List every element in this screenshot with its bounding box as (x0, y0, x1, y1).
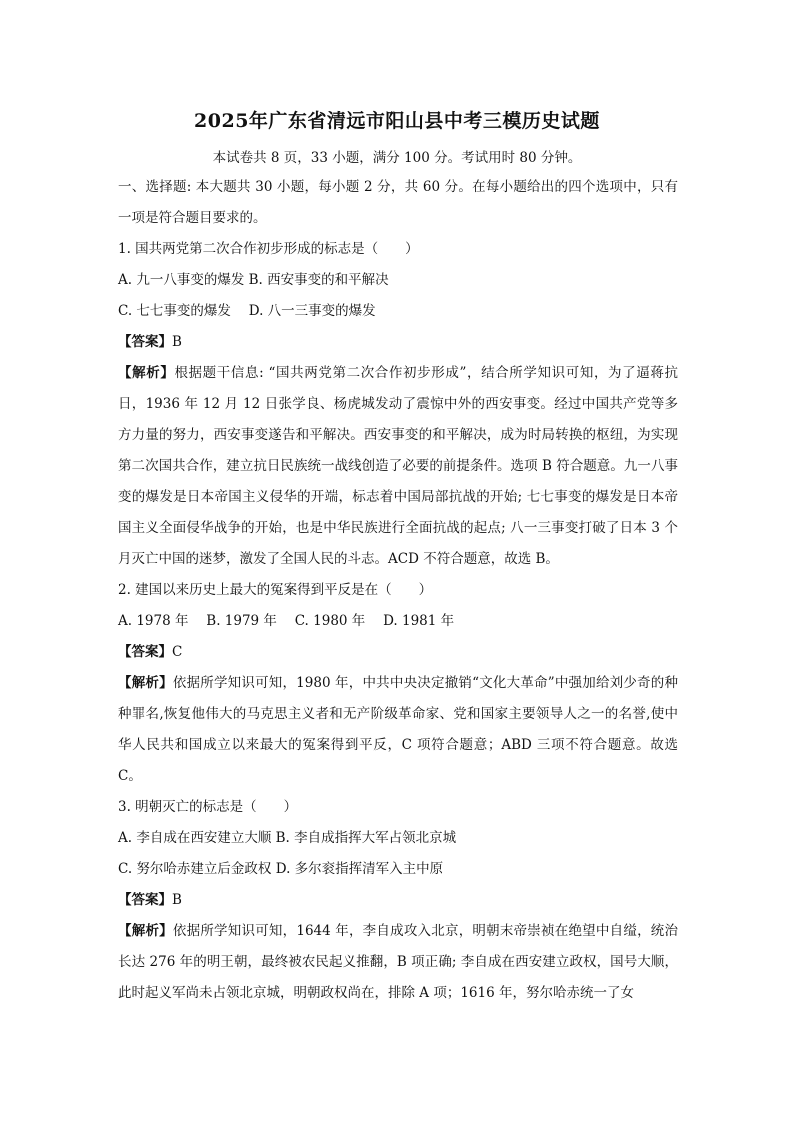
analysis-label: 【解析】 (118, 675, 173, 691)
answer-value: B (172, 334, 182, 350)
question-3-options-a-b: A. 李自成在西安建立大顺 B. 李自成指挥大军占领北京城 (118, 830, 457, 846)
question-1-answer (118, 327, 678, 358)
question-2-stem: 2. 建国以来历史上最大的冤案得到平反是在（ ） (118, 582, 433, 598)
question-1-options-a-b: A. 九一八事变的爆发 B. 西安事变的和平解决 (118, 272, 389, 288)
analysis-label: 【解析】 (118, 923, 173, 939)
document-title: 2025年广东省清远市阳山县中考三模历史试题 (194, 110, 600, 132)
answer-value: B (172, 892, 182, 908)
question-1-stem: 1. 国共两党第二次合作初步形成的标志是（ ） (118, 241, 419, 257)
answer-label: 【答案】 (118, 644, 172, 660)
question-1-analysis (118, 358, 678, 575)
question-3-options-c-d: C. 努尔哈赤建立后金政权 D. 多尔衮指挥清军入主中原 (118, 861, 444, 877)
question-2-analysis (118, 668, 678, 792)
question-2-answer (118, 637, 678, 668)
exam-info: 本试卷共 8 页，33 小题，满分 100 分。考试用时 80 分钟。 (212, 150, 582, 166)
answer-value: C (172, 644, 183, 660)
analysis-label: 【解析】 (118, 365, 175, 381)
answer-label: 【答案】 (118, 892, 172, 908)
analysis-text: 根据题干信息: “国共两党第二次合作初步形成”，结合所学知识可知，为了逼蒋抗日，1936 年 12 月 12 日张学良、杨虎城发动了震惊中外的西安事变。经过中国共产党等多方力量的努力，西安事变遂告和平解决。西安事变的和平解决，成为时局转换的枢纽，为实现第二次国共合作，建立抗日民族统一战线创造了必要的前提条件。选项 B 符合题意。九一八事变的爆发是日本帝国主义侵华的开端，标志着中国局部抗战的开始; 七七事变的爆发是日本帝国主义全面侵华战争的开始，也是中华民族进行全面抗战的起点; 八一三事变打破了日本 3 个月灭亡中国的迷梦，激发了全国人民的斗志。ACD 不符合题意，故选 B。 (118, 365, 678, 567)
question-3-stem: 3. 明朝灭亡的标志是（ ） (118, 799, 298, 815)
analysis-text: 依据所学知识可知，1980 年，中共中央决定撤销“文化大革命”中强加给刘少奇的种种罪名,恢复他伟大的马克思主义者和无产阶级革命家、党和国家主要领导人之一的名誉,使中华人民共和国成立以来最大的冤案得到平反，C 项符合题意；ABD 三项不符合题意。故选 C。 (118, 675, 678, 784)
section-intro: 一、选择题: 本大题共 30 小题，每小题 2 分，共 60 分。在每小题给出的四个选项中，只有一项是符合题目要求的。 (118, 179, 678, 226)
question-2-options: A. 1978 年 B. 1979 年 C. 1980 年 D. 1981 年 (118, 613, 455, 629)
question-3-analysis (118, 916, 678, 1009)
answer-label: 【答案】 (118, 334, 172, 350)
analysis-text: 依据所学知识可知，1644 年，李自成攻入北京，明朝末帝崇祯在绝望中自缢，统治长达 276 年的明王朝，最终被农民起义推翻，B 项正确; 李自成在西安建立政权，国号大顺，此时起义军尚未占领北京城，明朝政权尚在，排除 A 项；1616 年，努尔哈赤统一了女 (118, 923, 679, 1001)
question-3-answer (118, 885, 678, 916)
question-1-options-c-d: C. 七七事变的爆发 D. 八一三事变的爆发 (118, 303, 376, 319)
document-body (118, 172, 678, 1009)
